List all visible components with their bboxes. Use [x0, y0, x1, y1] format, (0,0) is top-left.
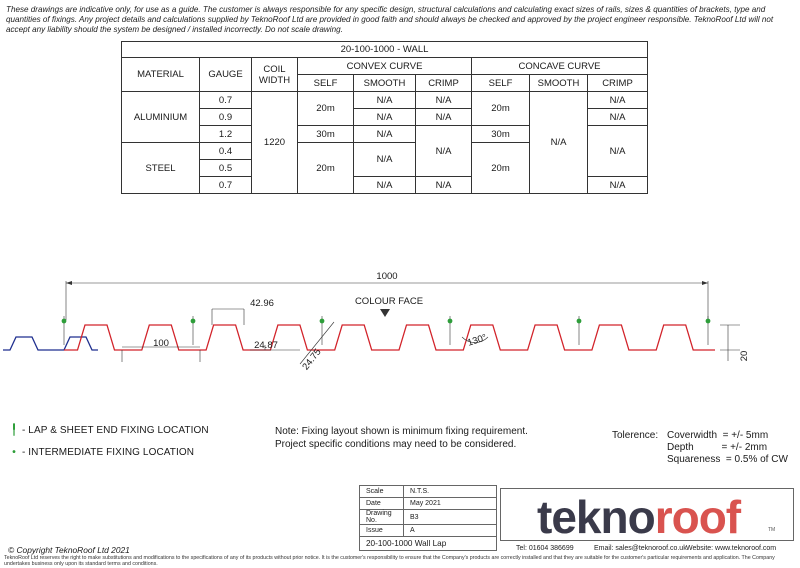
convex-crimp-cell: N/A	[416, 109, 472, 126]
concave-crimp-cell: N/A	[588, 126, 648, 177]
contact-email: Email: sales@teknoroof.co.uk	[594, 545, 687, 552]
header-concave-smooth: SMOOTH	[530, 75, 588, 92]
colour-face-arrow-icon	[380, 309, 390, 317]
convex-self-cell: 20m	[298, 92, 354, 126]
tolerance-row: Depth = +/- 2mm	[667, 442, 768, 454]
lap-fixing-icon: ╿	[10, 425, 18, 436]
table-title: 20-100-1000 - WALL	[122, 42, 648, 58]
convex-crimp-cell: N/A	[416, 92, 472, 109]
contact-phone: Tel: 01604 386699	[516, 545, 574, 552]
trademark-mark: TM	[768, 527, 776, 533]
convex-crimp-cell: N/A	[416, 177, 472, 194]
contact-website: Website: www.teknoroof.com	[686, 545, 777, 552]
title-block-value: May 2021	[404, 498, 497, 510]
header-gauge: GAUGE	[200, 58, 252, 92]
note-line: Project specific conditions may need to be considered.	[275, 438, 517, 450]
legend-lap-text: - LAP & SHEET END FIXING LOCATION	[22, 425, 209, 436]
concave-crimp-cell: N/A	[588, 177, 648, 194]
tolerance-label: Tolerence:	[612, 430, 659, 441]
gauge-cell: 0.7	[200, 92, 252, 109]
disclaimer-text: These drawings are indicative only, for use as a guide. The customer is always responsible for any specific design, structural calculations and calculating exact sizes of rails, sizes & quantities of brackets, type and quantities of fixings. Any project details and calculations supplied by TeknoRoof Ltd are provided in good faith and should always be checked and approved by the project engineer responsible. TeknoRoof Ltd will not accept any liability should the system be designed / installed incorrectly. Do not scale drawing.	[6, 5, 774, 34]
drawing-name: 20-100-1000 Wall Lap	[360, 537, 497, 551]
convex-self-cell: 20m	[298, 143, 354, 194]
fine-print: TeknoRoof Ltd reserves the right to make substitutions and modifications to the specifications of any of its products without prior notice. It is the customer's responsibility to ensure that the Company's products are correctly installed and that they are suitable for the customer's particular requirements and application. The Company undertakes business only upon its standard terms and conditions.	[4, 555, 775, 568]
header-concave-self: SELF	[472, 75, 530, 92]
title-block-key: Issue	[360, 525, 404, 537]
arrow-right-icon	[702, 281, 708, 285]
gauge-cell: 1.2	[200, 126, 252, 143]
fixing-icon	[577, 319, 582, 324]
convex-smooth-cell: N/A	[354, 109, 416, 126]
title-block-value: B3	[404, 510, 497, 525]
header-convex-curve: CONVEX CURVE	[298, 58, 472, 75]
depth-dimension-label: 20	[739, 350, 750, 362]
fixing-icon	[706, 319, 711, 324]
header-convex-self: SELF	[298, 75, 354, 92]
fixing-icon	[191, 319, 196, 324]
gauge-cell: 0.7	[200, 177, 252, 194]
convex-smooth-cell: N/A	[354, 143, 416, 177]
header-coil-width: COIL WIDTH	[252, 58, 298, 92]
title-block-value: A	[404, 525, 497, 537]
header-concave-curve: CONCAVE CURVE	[472, 58, 648, 75]
bottom-width-dimension-label: 24.87	[254, 340, 278, 351]
fixing-markers	[62, 319, 711, 324]
concave-smooth-cell: N/A	[530, 92, 588, 194]
header-convex-smooth: SMOOTH	[354, 75, 416, 92]
title-block-key: Scale	[360, 486, 404, 498]
gauge-cell: 0.9	[200, 109, 252, 126]
header-convex-crimp: CRIMP	[416, 75, 472, 92]
slope-dimension-label: 24.75	[300, 346, 324, 373]
intermediate-fixing-icon: •	[12, 447, 16, 458]
convex-self-cell: 30m	[298, 126, 354, 143]
pitch-dimension-label: 100	[153, 338, 169, 349]
concave-self-cell: 30m	[472, 126, 530, 143]
overlapping-sheet-profile	[3, 337, 98, 350]
coil-width-cell: 1220	[252, 92, 298, 194]
legend-intermediate	[10, 447, 194, 458]
title-block-key: Date	[360, 498, 404, 510]
note-line: Note: Fixing layout shown is minimum fixing requirement.	[275, 426, 528, 437]
title-block-key: Drawing No.	[360, 510, 404, 525]
gauge-cell: 0.4	[200, 143, 252, 160]
material-cell: STEEL	[122, 143, 200, 194]
title-block	[359, 485, 497, 551]
concave-self-cell: 20m	[472, 92, 530, 126]
material-cell: ALUMINIUM	[122, 92, 200, 143]
profile-drawing	[0, 262, 800, 382]
fixing-icon	[62, 319, 67, 324]
header-material: MATERIAL	[122, 58, 200, 92]
width-label: 1000	[376, 271, 398, 282]
tolerance-row: Coverwidth = +/- 5mm	[667, 430, 769, 441]
header-concave-crimp: CRIMP	[588, 75, 648, 92]
legend-lap	[10, 425, 209, 436]
colour-face-label: COLOUR FACE	[354, 296, 424, 307]
convex-crimp-cell: N/A	[416, 126, 472, 177]
gauge-cell: 0.5	[200, 160, 252, 177]
convex-smooth-cell: N/A	[354, 126, 416, 143]
arrow-left-icon	[66, 281, 72, 285]
concave-crimp-cell: N/A	[588, 109, 648, 126]
tolerance-row: Squareness = 0.5% of CW	[667, 454, 788, 466]
teknoroof-logo: teknoroof	[537, 491, 741, 543]
concave-self-cell: 20m	[472, 143, 530, 194]
title-block-value: N.T.S.	[404, 486, 497, 498]
detail-dimensions	[122, 309, 740, 364]
note-block	[275, 426, 528, 451]
convex-smooth-cell: N/A	[354, 177, 416, 194]
legend-intermediate-text: - INTERMEDIATE FIXING LOCATION	[22, 447, 195, 458]
angle-dimension-label: 130°	[466, 332, 489, 349]
spec-table	[121, 41, 648, 194]
concave-crimp-cell: N/A	[588, 92, 648, 109]
convex-smooth-cell: N/A	[354, 92, 416, 109]
top-width-dimension-label: 42.96	[250, 298, 274, 309]
fixing-icon	[448, 319, 453, 324]
fixing-icon	[320, 319, 325, 324]
copyright-text: © Copyright TeknoRoof Ltd 2021	[8, 545, 130, 555]
tolerance-values	[667, 430, 788, 467]
